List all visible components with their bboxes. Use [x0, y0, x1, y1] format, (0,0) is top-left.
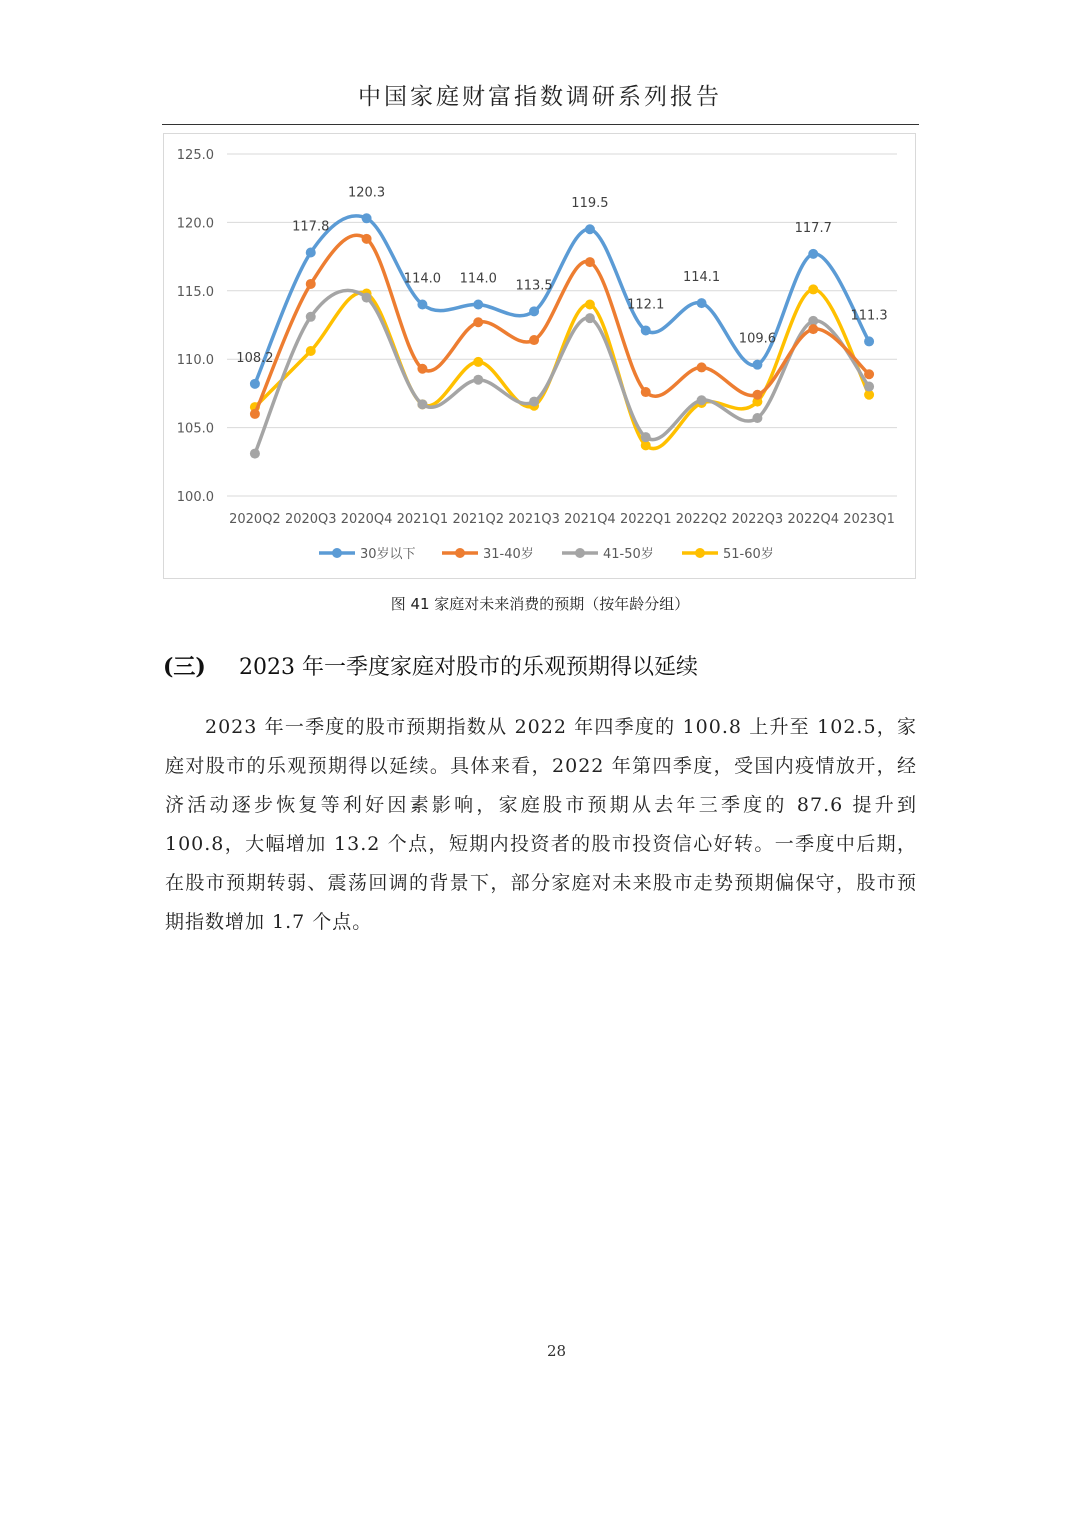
x-tick-label: 2022Q1: [619, 512, 672, 527]
legend-swatch-marker: [455, 548, 465, 558]
data-label: 120.3: [347, 185, 386, 201]
y-tick-label: 110.0: [176, 353, 214, 369]
data-point: [362, 234, 372, 244]
x-tick-label: 2022Q2: [675, 512, 728, 527]
section-heading: [163, 650, 698, 681]
data-point: [362, 213, 372, 223]
data-point: [808, 324, 818, 334]
section-title: 2023 年一季度家庭对股市的乐观预期得以延续: [239, 655, 698, 680]
series-line: [255, 289, 869, 448]
x-tick-label: 2020Q3: [284, 512, 337, 527]
data-point: [473, 299, 483, 309]
data-point: [362, 293, 372, 303]
x-tick-label: 2023Q1: [843, 512, 895, 527]
legend-swatch-marker: [695, 548, 705, 558]
y-tick-label: 115.0: [176, 284, 214, 300]
data-label: 119.5: [571, 196, 609, 212]
data-point: [641, 387, 651, 397]
data-point: [473, 317, 483, 327]
data-point: [641, 432, 651, 442]
legend-swatch-marker: [575, 548, 585, 558]
data-point: [752, 390, 762, 400]
data-point: [697, 298, 707, 308]
data-point: [808, 249, 818, 259]
header-divider: [162, 124, 919, 125]
data-label: 109.6: [738, 331, 777, 347]
data-point: [417, 364, 427, 374]
data-label: 114.0: [403, 271, 442, 287]
data-label: 113.5: [515, 278, 553, 294]
data-point: [641, 325, 651, 335]
section-number: (三): [163, 654, 206, 680]
data-label: 108.2: [236, 350, 274, 366]
x-tick-label: 2021Q4: [564, 512, 616, 527]
data-point: [864, 369, 874, 379]
data-point: [752, 413, 762, 423]
legend-label: 41-50岁: [603, 547, 654, 562]
y-tick-label: 125.0: [176, 148, 214, 163]
legend-label: 30岁以下: [360, 547, 416, 562]
data-point: [752, 360, 762, 370]
data-label: 117.8: [292, 219, 330, 235]
data-label: 111.3: [850, 308, 888, 324]
data-point: [585, 299, 595, 309]
data-point: [250, 449, 260, 459]
data-label: 112.1: [627, 297, 665, 313]
x-tick-label: 2021Q3: [508, 512, 560, 527]
data-point: [306, 346, 316, 356]
body-paragraph: 2023 年一季度的股市预期指数从 2022 年四季度的 100.8 上升至 102.5，家庭对股市的乐观预期得以延续。具体来看，2022 年第四季度，受国内疫情放开，经济活动逐步恢复等利好因素影响，家庭股市预期从去年三季度的 87.6 提升到 100.8，大幅增加 13.2 个点，短期内投资者的股市投资信心好转。一季度中后期，在股市预期转弱、震荡回调的背景下，部分家庭对未来股市走势预期偏保守，股市预期指数增加 1.7 个点。: [165, 716, 917, 933]
y-tick-label: 100.0: [176, 490, 214, 505]
data-point: [529, 335, 539, 345]
figure-caption: 图 41 家庭对未来消费的预期（按年龄分组）: [390, 595, 690, 613]
data-point: [585, 257, 595, 267]
data-label: 114.0: [459, 271, 497, 287]
x-tick-label: 2020Q4: [340, 512, 393, 527]
legend-label: 51-60岁: [723, 547, 774, 562]
data-point: [306, 279, 316, 289]
legend-swatch-marker: [332, 548, 342, 558]
data-point: [529, 397, 539, 407]
data-point: [864, 382, 874, 392]
line-chart: [163, 133, 916, 579]
x-tick-label: 2020Q2: [229, 512, 281, 527]
data-point: [864, 336, 874, 346]
data-label: 114.1: [682, 270, 721, 286]
data-label: 117.7: [794, 220, 832, 236]
y-tick-label: 105.0: [176, 421, 214, 437]
data-point: [473, 357, 483, 367]
x-tick-label: 2021Q1: [396, 512, 449, 527]
legend-label: 31-40岁: [483, 547, 534, 562]
page-number: 28: [546, 1342, 567, 1360]
data-point: [306, 312, 316, 322]
y-tick-label: 120.0: [176, 216, 214, 232]
data-point: [585, 313, 595, 323]
data-point: [473, 375, 483, 385]
data-point: [250, 409, 260, 419]
data-point: [417, 399, 427, 409]
data-point: [808, 284, 818, 294]
data-point: [306, 247, 316, 257]
data-point: [250, 379, 260, 389]
data-point: [529, 306, 539, 316]
x-tick-label: 2021Q2: [452, 512, 505, 527]
chart-canvas: [164, 134, 917, 580]
x-tick-label: 2022Q3: [731, 512, 784, 527]
data-point: [585, 224, 595, 234]
report-header-title: 中国家庭财富指数调研系列报告: [358, 84, 722, 110]
data-point: [417, 299, 427, 309]
data-point: [697, 362, 707, 372]
x-tick-label: 2022Q4: [787, 512, 840, 527]
data-point: [697, 395, 707, 405]
